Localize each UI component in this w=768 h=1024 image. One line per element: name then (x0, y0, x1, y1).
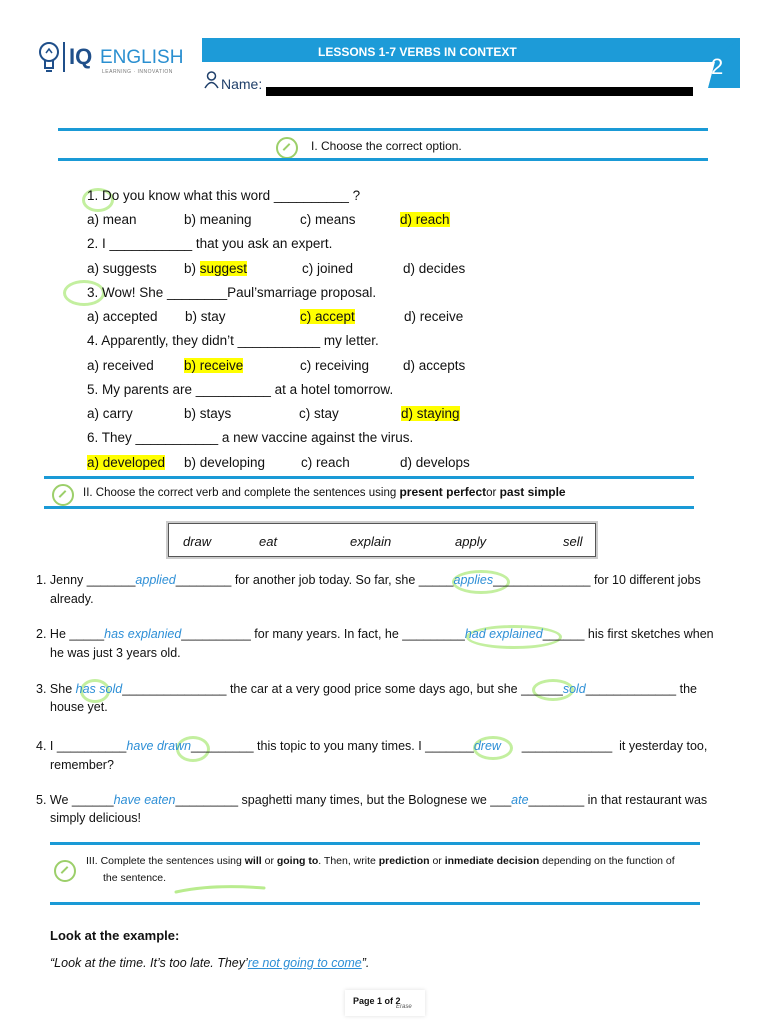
exercise-line: house yet. (50, 700, 108, 714)
logo-tagline: LEARNING · INNOVATION (102, 69, 173, 75)
question-2: 2. I ___________ that you ask an expert. (87, 236, 333, 251)
word-bank-item: explain (350, 534, 392, 549)
question-4: 4. Apparently, they didn’t ___________ my letter. (87, 333, 379, 348)
pencil-icon (54, 860, 76, 882)
option[interactable]: d) develops (400, 455, 470, 470)
option[interactable]: c) means (300, 212, 356, 227)
option[interactable]: c) joined (302, 261, 354, 276)
section1-heading: I. Choose the correct option. (311, 139, 462, 153)
word-bank-item: draw (183, 534, 212, 549)
option-selected[interactable]: d) staying (401, 406, 460, 421)
name-label: Name: (221, 76, 263, 92)
logo-english: ENGLISH (100, 47, 184, 68)
answer: applied (135, 573, 176, 587)
section2-heading: II. Choose the correct verb and complete the sentences using present perfector past simple (83, 485, 566, 499)
user-icon (204, 71, 219, 89)
word-bank-item: sell (563, 534, 583, 549)
option-selected[interactable]: a) developed (87, 455, 166, 470)
option[interactable]: b) developing (184, 455, 266, 470)
exercise-line: remember? (50, 758, 114, 772)
answer: sold (562, 682, 586, 696)
question-3: 3. Wow! She ________Paul’smarriage proposal. (87, 285, 377, 300)
question-1: 1. Do you know what this word __________ ? (87, 188, 361, 203)
question-5: 5. My parents are __________ at a hotel tomorrow. (87, 382, 394, 397)
answer: have drawn (126, 739, 192, 753)
page-number: 2 (711, 54, 724, 79)
option-selected[interactable]: b) receive (184, 358, 244, 373)
option-selected[interactable]: c) accept (300, 309, 355, 324)
option[interactable]: d) receive (404, 309, 464, 324)
option[interactable]: c) reach (301, 455, 350, 470)
worksheet-title: LESSONS 1-7 VERBS IN CONTEXT (318, 45, 517, 59)
option[interactable]: a) mean (87, 212, 137, 227)
word-bank (168, 523, 596, 557)
answer: has sold (75, 682, 123, 696)
exercise-item: 3. She has sold_______________ the car at a very good price some days ago, but she ______sold_____________ the (36, 682, 697, 696)
page-footer (345, 990, 425, 1016)
option-selected[interactable]: d) reach (400, 212, 450, 227)
option[interactable]: c) receiving (300, 358, 370, 373)
question-6: 6. They ___________ a new vaccine against the virus. (87, 430, 414, 445)
exercise-line: already. (50, 592, 94, 606)
answer: applies (453, 573, 494, 587)
option[interactable]: b) suggest (184, 261, 248, 276)
word-bank-item: eat (259, 534, 278, 549)
logo-iq: IQ (69, 44, 93, 69)
pencil-icon (52, 484, 74, 506)
answer: has explanied (104, 627, 182, 641)
exercise-item: 1. Jenny _______applied________ for another job today. So far, she _____applies______________ for 10 different jobs (36, 573, 701, 587)
exercise-line: simply delicious! (50, 811, 142, 825)
word-bank-item: apply (455, 534, 487, 549)
highlight-stroke (172, 882, 268, 896)
option[interactable]: d) decides (403, 261, 466, 276)
option[interactable]: b) stay (185, 309, 226, 324)
answer: ate (511, 793, 529, 807)
example-sentence: “Look at the time. It’s too late. They’re not going to come”. (50, 956, 370, 970)
page-indicator: Page 1 of 2 (353, 996, 401, 1006)
option[interactable]: a) carry (87, 406, 133, 421)
answer: had explained (464, 627, 543, 641)
logo (38, 40, 198, 82)
section3-line2: the sentence. (103, 872, 167, 884)
option[interactable]: b) meaning (184, 212, 252, 227)
exercise-item: 5. We ______have eaten_________ spaghetti many times, but the Bolognese we ___ate________ in that restaurant was (36, 793, 708, 807)
exercise-item: 2. He _____has explanied__________ for many years. In fact, he _________had explained______ his first sketches when (36, 627, 714, 641)
option[interactable]: b) stays (184, 406, 232, 421)
lightbulb-icon (38, 40, 60, 76)
example-label: Look at the example: (50, 928, 180, 943)
option[interactable]: a) accepted (87, 309, 158, 324)
answer: have eaten (113, 793, 176, 807)
section3-instructions: III. Complete the sentences using will or going to. Then, write prediction or inmediate decision depending on the function of (86, 855, 675, 867)
name-field[interactable] (266, 87, 693, 96)
exercise-line: he was just 3 years old. (50, 646, 181, 660)
option[interactable]: a) suggests (87, 261, 157, 276)
page-footer-small: Erase (396, 1004, 412, 1010)
exercise-item: 4. I __________have drawn_________ this topic to you many times. I _______drew _____________ it yesterday too, (36, 739, 708, 753)
option[interactable]: d) accepts (403, 358, 466, 373)
option[interactable]: c) stay (299, 406, 339, 421)
answer: drew (473, 739, 501, 753)
option[interactable]: a) received (87, 358, 154, 373)
pencil-icon (276, 137, 298, 159)
